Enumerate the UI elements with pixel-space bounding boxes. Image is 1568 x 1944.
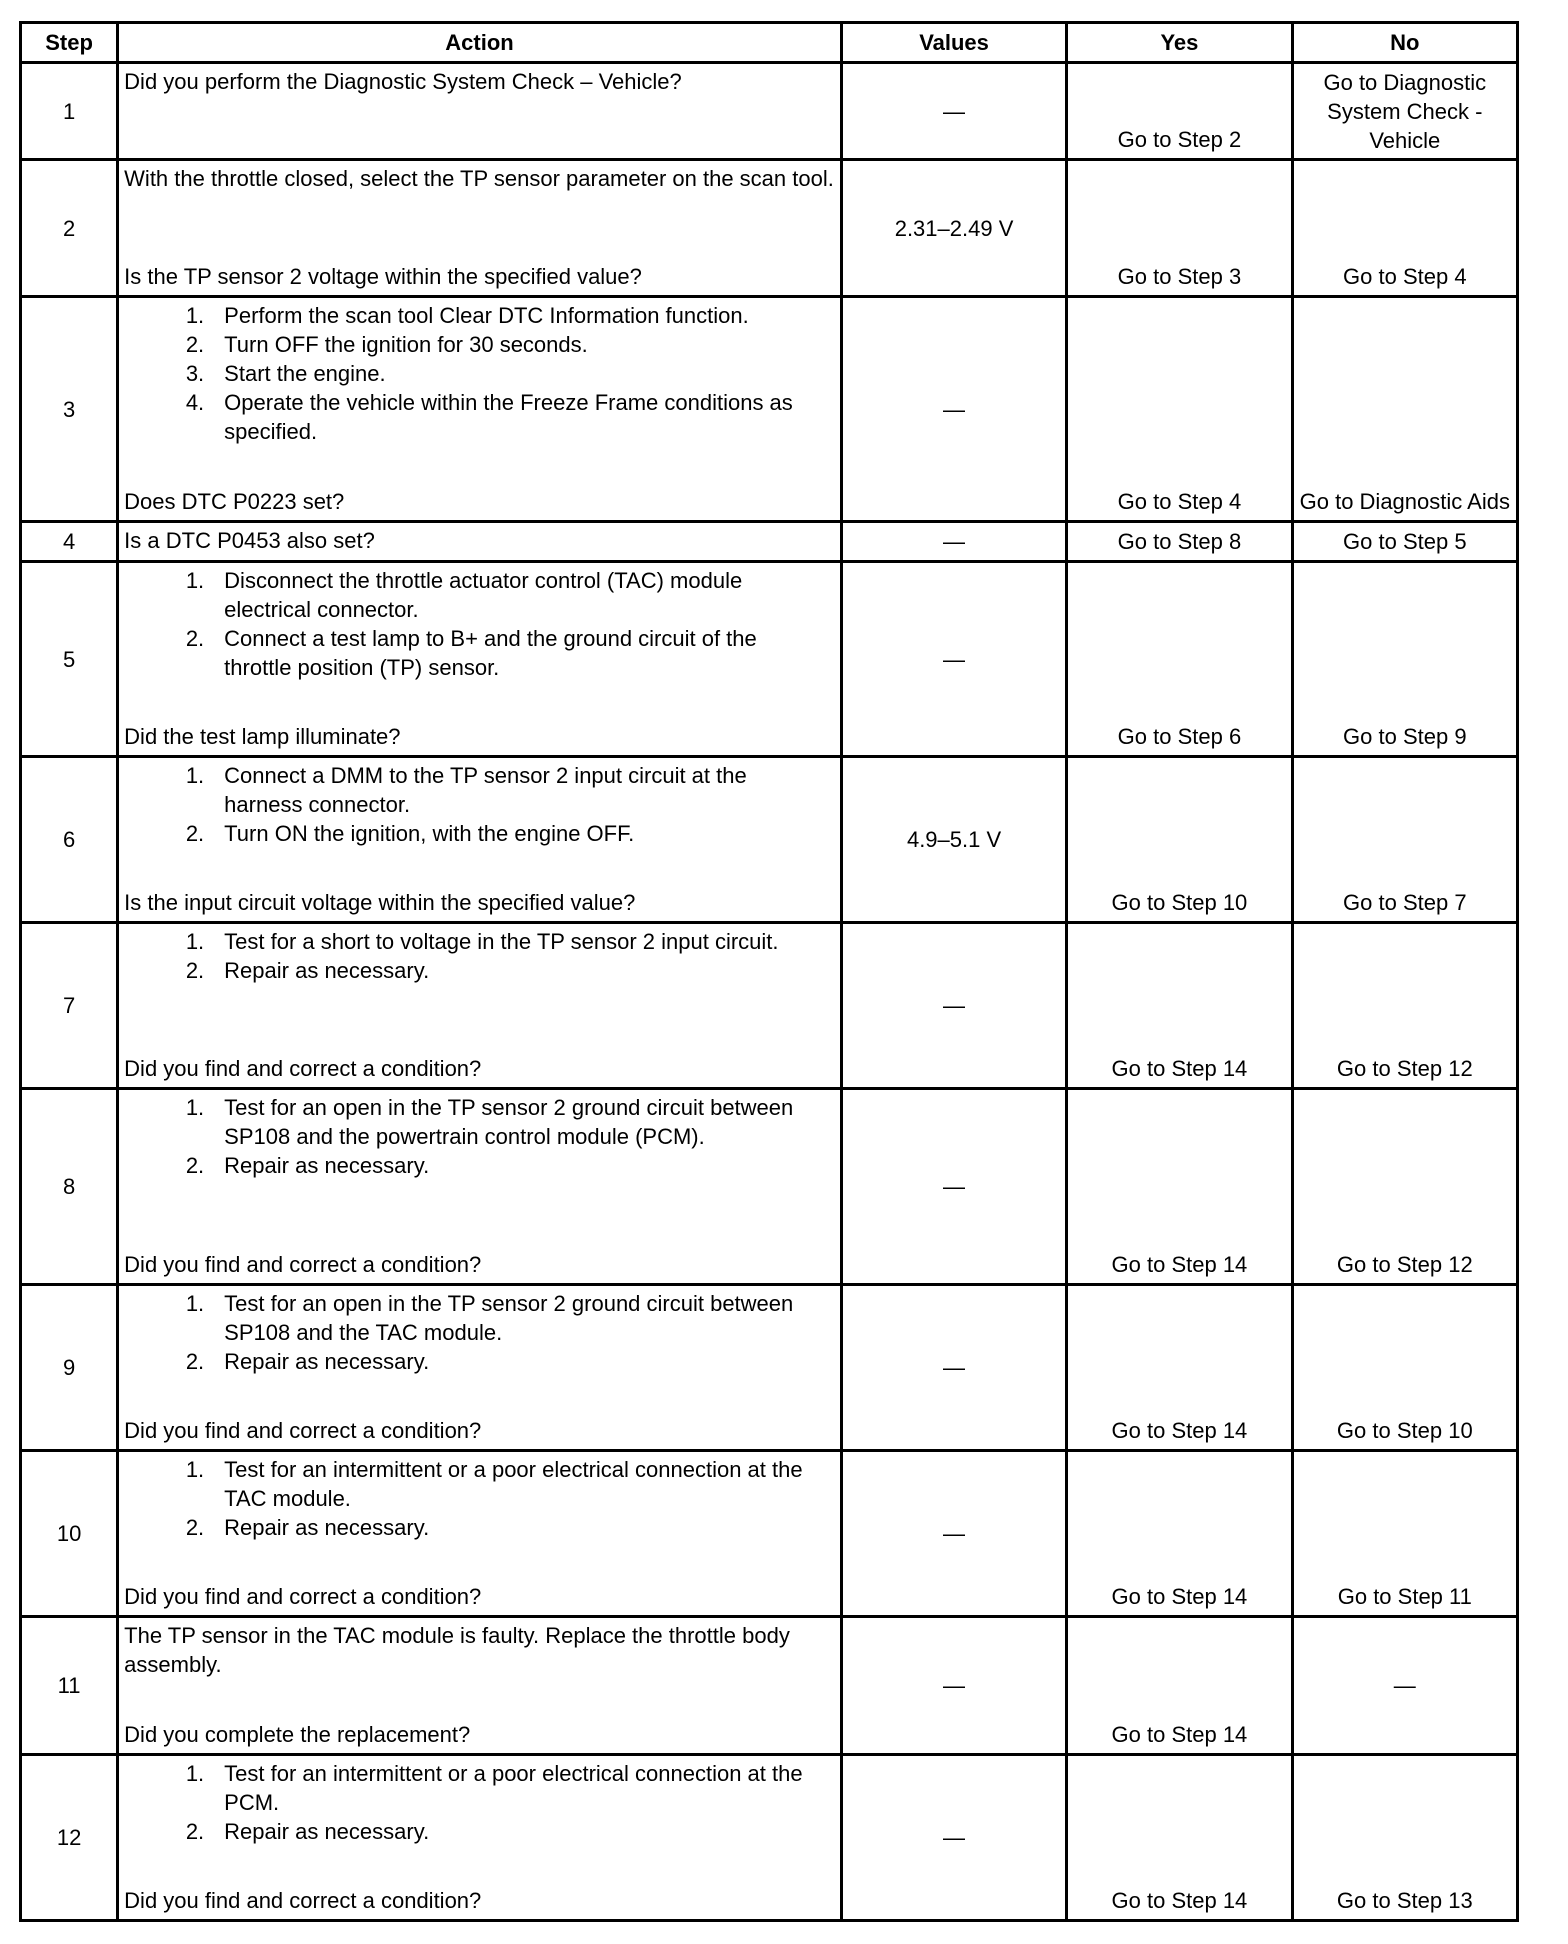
- substep-list: [124, 761, 834, 848]
- action-text: Did you perform the Diagnostic System Check – Vehicle?: [124, 69, 682, 94]
- step-number: 4: [21, 522, 118, 562]
- header-yes: Yes: [1067, 23, 1292, 63]
- substep-number: 1.: [185, 763, 205, 788]
- no-cell: Go to Step 12: [1292, 1089, 1517, 1285]
- table-row: [21, 160, 1518, 297]
- value-cell: 4.9–5.1 V: [841, 757, 1066, 923]
- table-row: [21, 522, 1518, 562]
- diagnostic-steps-table: [19, 21, 1519, 1922]
- table-row: [21, 757, 1518, 923]
- list-item: [124, 761, 834, 819]
- list-item: [124, 819, 834, 848]
- value-cell: —: [841, 1755, 1066, 1921]
- yes-cell: Go to Step 14: [1067, 1617, 1292, 1755]
- substep-list: [124, 1289, 834, 1376]
- substep-number: 3.: [185, 361, 205, 386]
- substep-number: 2.: [185, 332, 205, 357]
- action-cell: [118, 1451, 842, 1617]
- value-cell: —: [841, 63, 1066, 160]
- substep-number: 2.: [185, 958, 205, 983]
- list-item: [124, 624, 834, 682]
- substep-list: [124, 927, 834, 985]
- yes-cell: Go to Step 14: [1067, 1285, 1292, 1451]
- action-question: Did you find and correct a condition?: [124, 1252, 482, 1277]
- yes-cell: Go to Step 14: [1067, 923, 1292, 1089]
- list-item: [124, 1093, 834, 1151]
- substep-number: 2.: [185, 821, 205, 846]
- value-cell: —: [841, 522, 1066, 562]
- step-number: 5: [21, 562, 118, 757]
- substep-number: 2.: [185, 626, 205, 651]
- list-item: [124, 1289, 834, 1347]
- action-question: Did you find and correct a condition?: [124, 1888, 482, 1913]
- list-item: [124, 1347, 834, 1376]
- step-number: 8: [21, 1089, 118, 1285]
- action-cell: [118, 562, 842, 757]
- list-item: [124, 388, 834, 446]
- action-cell: [118, 1089, 842, 1285]
- action-question: Did you find and correct a condition?: [124, 1056, 482, 1081]
- action-cell: [118, 757, 842, 923]
- substep-text: Perform the scan tool Clear DTC Information function.: [224, 303, 749, 328]
- no-cell: Go to Diagnostic Aids: [1292, 297, 1517, 522]
- substep-text: Test for an open in the TP sensor 2 ground circuit between SP108 and the powertrain control module (PCM).: [224, 1095, 794, 1149]
- step-number: 3: [21, 297, 118, 522]
- value-cell: 2.31–2.49 V: [841, 160, 1066, 297]
- list-item: [124, 330, 834, 359]
- substep-text: Test for an intermittent or a poor electrical connection at the TAC module.: [224, 1457, 803, 1511]
- yes-cell: Go to Step 4: [1067, 297, 1292, 522]
- substep-number: 1.: [185, 929, 205, 954]
- action-cell: [118, 1755, 842, 1921]
- substep-text: Test for an intermittent or a poor electrical connection at the PCM.: [224, 1761, 803, 1815]
- list-item: [124, 359, 834, 388]
- list-item: [124, 1513, 834, 1542]
- substep-text: Operate the vehicle within the Freeze Frame conditions as specified.: [224, 390, 793, 444]
- header-values: Values: [841, 23, 1066, 63]
- yes-cell: Go to Step 14: [1067, 1089, 1292, 1285]
- action-cell: [118, 522, 842, 562]
- substep-list: [124, 566, 834, 682]
- action-cell: [118, 1617, 842, 1755]
- action-cell: [118, 63, 842, 160]
- action-cell: [118, 160, 842, 297]
- action-question: Did you complete the replacement?: [124, 1722, 471, 1747]
- table-row: [21, 562, 1518, 757]
- no-cell: Go to Step 4: [1292, 160, 1517, 297]
- substep-list: [124, 1093, 834, 1180]
- no-cell: Go to Step 11: [1292, 1451, 1517, 1617]
- list-item: [124, 1817, 834, 1846]
- table-row: [21, 63, 1518, 160]
- substep-text: Test for an open in the TP sensor 2 ground circuit between SP108 and the TAC module.: [224, 1291, 794, 1345]
- table-row: [21, 1755, 1518, 1921]
- yes-cell: Go to Step 6: [1067, 562, 1292, 757]
- yes-cell: Go to Step 8: [1067, 522, 1292, 562]
- value-cell: —: [841, 923, 1066, 1089]
- table-row: [21, 1089, 1518, 1285]
- value-cell: —: [841, 1451, 1066, 1617]
- yes-cell: Go to Step 2: [1067, 63, 1292, 160]
- list-item: [124, 1759, 834, 1817]
- substep-number: 1.: [185, 303, 205, 328]
- header-step: Step: [21, 23, 118, 63]
- list-item: [124, 566, 834, 624]
- list-item: [124, 956, 834, 985]
- step-number: 1: [21, 63, 118, 160]
- no-cell: Go to Diagnostic System Check - Vehicle: [1292, 63, 1517, 160]
- action-question: Is the TP sensor 2 voltage within the specified value?: [124, 264, 642, 289]
- table-row: [21, 1285, 1518, 1451]
- action-question: Is the input circuit voltage within the specified value?: [124, 890, 636, 915]
- list-item: [124, 1455, 834, 1513]
- substep-number: 1.: [185, 1761, 205, 1786]
- substep-number: 1.: [185, 1291, 205, 1316]
- substep-text: Repair as necessary.: [224, 1153, 430, 1178]
- yes-cell: Go to Step 3: [1067, 160, 1292, 297]
- yes-cell: Go to Step 14: [1067, 1755, 1292, 1921]
- substep-text: Test for a short to voltage in the TP sensor 2 input circuit.: [224, 929, 779, 954]
- action-question: Did the test lamp illuminate?: [124, 724, 401, 749]
- substep-number: 4.: [185, 390, 205, 415]
- yes-cell: Go to Step 14: [1067, 1451, 1292, 1617]
- list-item: [124, 927, 834, 956]
- substep-number: 2.: [185, 1153, 205, 1178]
- substep-number: 2.: [185, 1349, 205, 1374]
- diagnostic-table-sheet: [19, 21, 1519, 1922]
- header-row: [21, 23, 1518, 63]
- substep-list: [124, 1455, 834, 1542]
- step-number: 7: [21, 923, 118, 1089]
- no-cell: Go to Step 5: [1292, 522, 1517, 562]
- step-number: 2: [21, 160, 118, 297]
- substep-text: Repair as necessary.: [224, 1349, 430, 1374]
- step-number: 9: [21, 1285, 118, 1451]
- substep-number: 2.: [185, 1819, 205, 1844]
- action-text: Is a DTC P0453 also set?: [124, 528, 375, 553]
- step-number: 6: [21, 757, 118, 923]
- substep-number: 1.: [185, 1095, 205, 1120]
- action-text: The TP sensor in the TAC module is faulty. Replace the throttle body assembly.: [124, 1623, 790, 1677]
- value-cell: —: [841, 1285, 1066, 1451]
- action-cell: [118, 923, 842, 1089]
- no-cell: Go to Step 7: [1292, 757, 1517, 923]
- value-cell: —: [841, 562, 1066, 757]
- action-cell: [118, 297, 842, 522]
- substep-text: Connect a DMM to the TP sensor 2 input circuit at the harness connector.: [224, 763, 747, 817]
- action-text: With the throttle closed, select the TP sensor parameter on the scan tool.: [124, 166, 834, 191]
- action-question: Did you find and correct a condition?: [124, 1418, 482, 1443]
- list-item: [124, 1151, 834, 1180]
- substep-list: [124, 1759, 834, 1846]
- substep-text: Start the engine.: [224, 361, 386, 386]
- step-number: 10: [21, 1451, 118, 1617]
- table-row: [21, 1451, 1518, 1617]
- substep-text: Turn ON the ignition, with the engine OFF.: [224, 821, 635, 846]
- table-row: [21, 297, 1518, 522]
- substep-text: Repair as necessary.: [224, 1819, 430, 1844]
- table-row: [21, 1617, 1518, 1755]
- list-item: [124, 301, 834, 330]
- substep-number: 1.: [185, 1457, 205, 1482]
- substep-text: Connect a test lamp to B+ and the ground circuit of the throttle position (TP) sensor.: [224, 626, 757, 680]
- substep-text: Turn OFF the ignition for 30 seconds.: [224, 332, 588, 357]
- header-action: Action: [118, 23, 842, 63]
- step-number: 11: [21, 1617, 118, 1755]
- step-number: 12: [21, 1755, 118, 1921]
- no-cell: Go to Step 12: [1292, 923, 1517, 1089]
- value-cell: —: [841, 1089, 1066, 1285]
- substep-number: 1.: [185, 568, 205, 593]
- substep-text: Disconnect the throttle actuator control (TAC) module electrical connector.: [224, 568, 743, 622]
- no-cell: Go to Step 9: [1292, 562, 1517, 757]
- substep-number: 2.: [185, 1515, 205, 1540]
- yes-cell: Go to Step 10: [1067, 757, 1292, 923]
- value-cell: —: [841, 1617, 1066, 1755]
- substep-list: [124, 301, 834, 446]
- no-cell: Go to Step 13: [1292, 1755, 1517, 1921]
- action-question: Does DTC P0223 set?: [124, 489, 345, 514]
- action-cell: [118, 1285, 842, 1451]
- no-cell: Go to Step 10: [1292, 1285, 1517, 1451]
- value-cell: —: [841, 297, 1066, 522]
- no-cell: —: [1292, 1617, 1517, 1755]
- table-row: [21, 923, 1518, 1089]
- table-body: [21, 63, 1518, 1921]
- substep-text: Repair as necessary.: [224, 1515, 430, 1540]
- header-no: No: [1292, 23, 1517, 63]
- substep-text: Repair as necessary.: [224, 958, 430, 983]
- action-question: Did you find and correct a condition?: [124, 1584, 482, 1609]
